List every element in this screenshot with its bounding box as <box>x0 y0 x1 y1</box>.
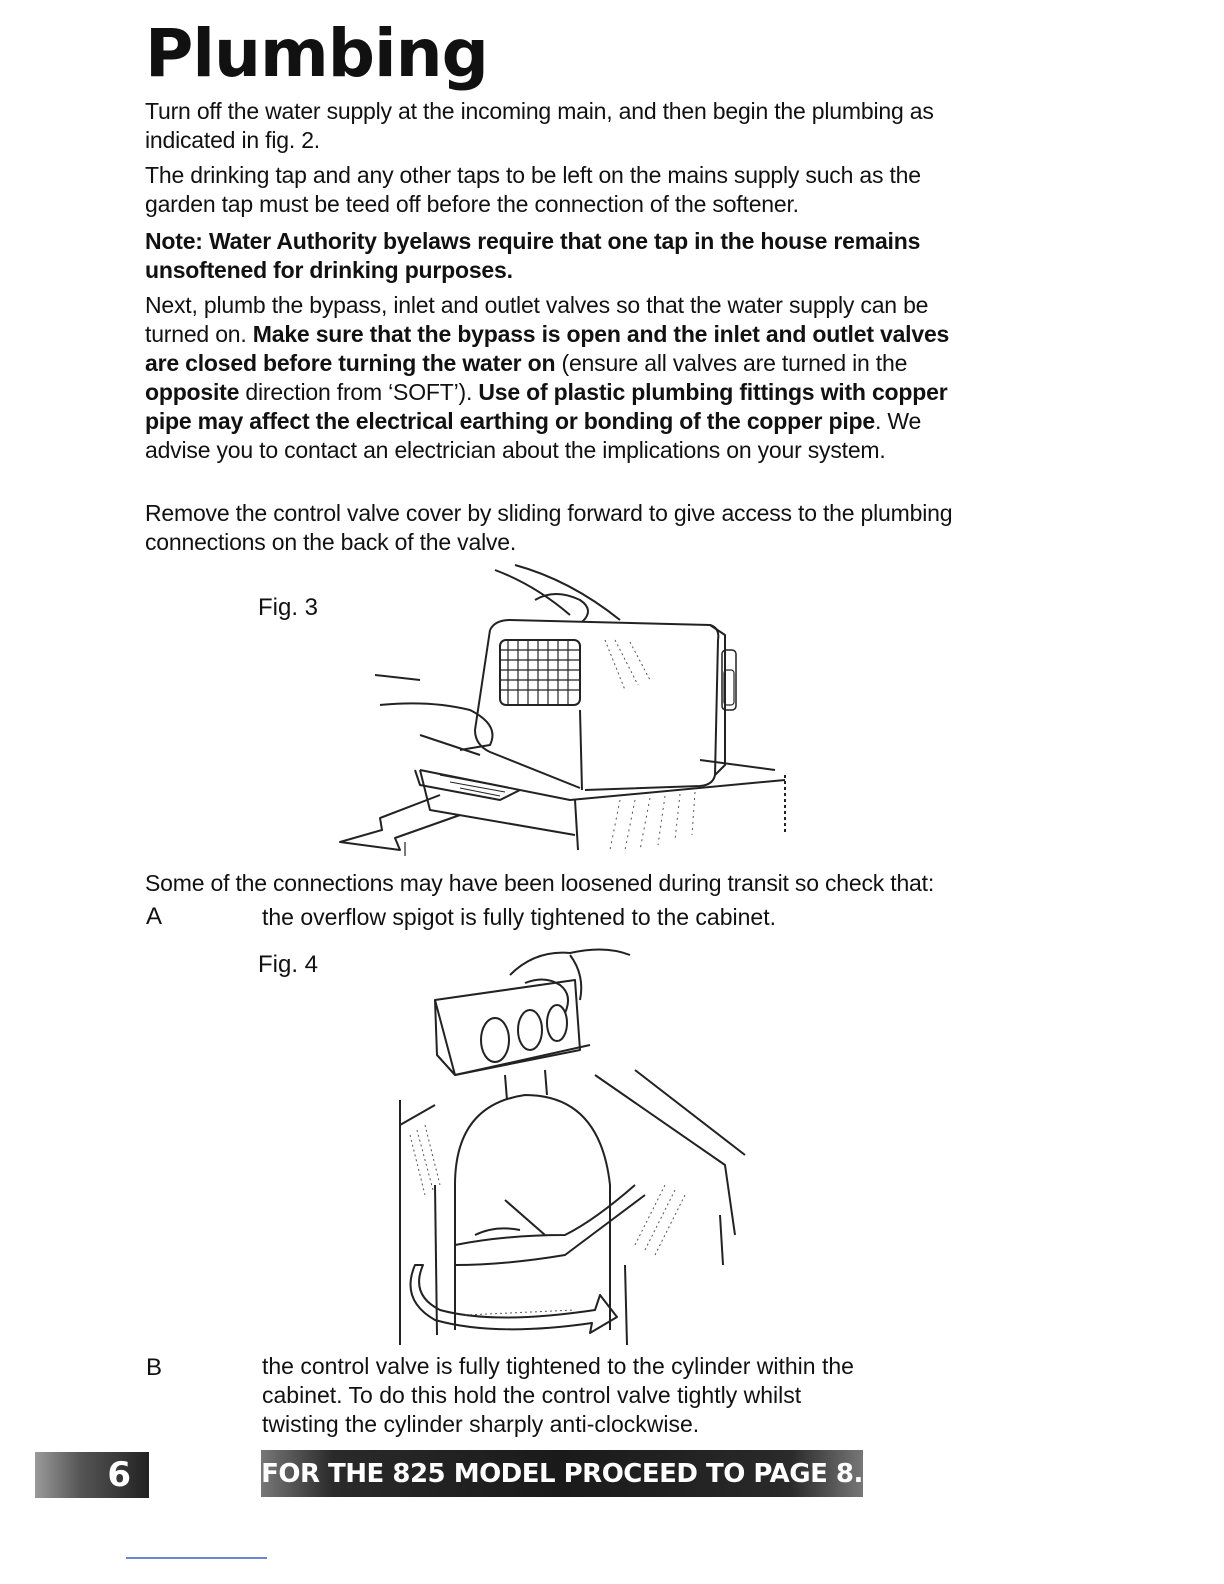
valves-sentence-3: (ensure all valves are turned in the <box>555 350 908 376</box>
valves-warning-bold: Make sure that the bypass is open and the inlet and outlet valves are closed before turning the water on <box>145 321 950 376</box>
checklist-text-a: the overflow spigot is fully tightened to the cabinet. <box>262 904 776 930</box>
valves-sentence-1: Next, plumb the bypass, inlet and outlet valves so that the water supply can be turned on. <box>145 292 929 347</box>
page-number-badge <box>35 1452 149 1498</box>
valves-sentence-5: direction from ‘SOFT’). <box>239 379 479 405</box>
footer-divider <box>126 1557 267 1559</box>
check-connections-paragraph: Some of the connections may have been loosened during transit so check that: <box>145 870 935 896</box>
checklist-text-b: the control valve is fully tightened to the cylinder within the cabinet. To do this hold the control valve tightly whilst twisting the cylinder sharply anti-clockwise. <box>262 1353 854 1437</box>
note-paragraph: Note: Water Authority byelaws require that one tap in the house remains unsoftened for drinking purposes. <box>145 228 921 283</box>
cylinder-twisting-illustration-icon <box>395 935 765 1355</box>
valve-cover-sliding-illustration-icon <box>320 560 800 865</box>
checklist-letter-b: B <box>146 1354 163 1381</box>
model-proceed-banner <box>261 1450 863 1497</box>
drinking-tap-paragraph: The drinking tap and any other taps to be left on the mains supply such as the garden tap must be teed off before the connection of the softener. <box>145 162 921 217</box>
page-number: 6 <box>107 1455 131 1495</box>
plastic-fittings-warning-bold: Use of plastic plumbing fittings with copper pipe may affect the electrical earthing or bonding of the copper pipe <box>145 379 948 434</box>
electrician-advice: . We advise you to contact an electrician about the implications on your system. <box>145 408 922 463</box>
page-title: Plumbing <box>145 15 488 92</box>
fig4-label: Fig. 4 <box>258 951 319 978</box>
valves-paragraph <box>145 291 985 465</box>
intro-paragraph: Turn off the water supply at the incoming main, and then begin the plumbing as indicated in fig. 2. <box>145 98 934 153</box>
banner-text: FOR THE 825 MODEL PROCEED TO PAGE 8. <box>261 1458 863 1489</box>
checklist-letter-a: A <box>146 903 163 930</box>
remove-cover-paragraph: Remove the control valve cover by sliding forward to give access to the plumbing connections on the back of the valve. <box>145 500 953 555</box>
valves-opposite-bold: opposite <box>145 379 240 405</box>
fig3-label: Fig. 3 <box>258 594 319 621</box>
